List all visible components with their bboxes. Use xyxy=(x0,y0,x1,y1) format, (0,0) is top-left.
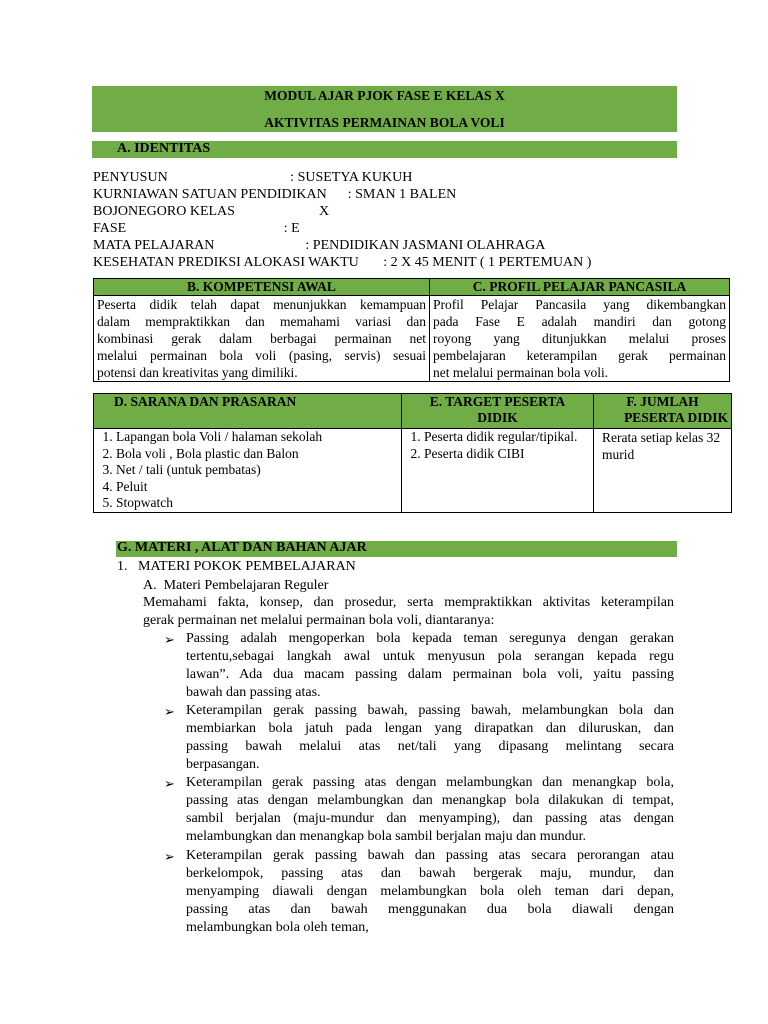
text-line: passing atas dan bawah menggunakan dua bola diawali dengan xyxy=(186,902,674,917)
list-item: 1. Lapangan bola Voli / halaman sekolah xyxy=(116,429,401,446)
materi-bullet xyxy=(186,847,674,937)
text-line: pada Fase E adalah mandiri dan gotong xyxy=(433,314,726,329)
text-line: Profil Pelajar Pancasila yang dikembangkan xyxy=(433,297,726,312)
section-g-heading: G. MATERI , ALAT DAN BAHAN AJAR xyxy=(117,540,367,555)
text-line: lawan”. Ada dua macam passing dalam permainan bola voli, yaitu passing xyxy=(186,667,674,682)
target-header-line: DIDIK xyxy=(477,410,518,425)
list-item: 3. Net / tali (untuk pembatas) xyxy=(116,462,401,479)
jumlah-header-line: PESERTA DIDIK xyxy=(624,410,728,425)
list-item: 4. Peluit xyxy=(116,479,401,496)
profil-pancasila-header: C. PROFIL PELAJAR PANCASILA xyxy=(430,279,730,296)
text-line: Memahami fakta, konsep, dan prosedur, serta mempraktikkan aktivitas keterampilan xyxy=(143,595,674,610)
text-line: melalui permainan bola voli (pasing, servis) sesuai xyxy=(97,348,426,363)
materi-bullet xyxy=(186,630,674,702)
list-item: 1. Peserta didik regular/tipikal. xyxy=(424,429,587,446)
text-line: net melalui permainan bola voli. xyxy=(433,365,609,380)
text-line: Passing adalah mengoperkan bola kepada teman seregunya dengan gerakan xyxy=(186,631,674,646)
materi-bullet xyxy=(186,702,674,774)
list-item: 5. Stopwatch xyxy=(116,495,401,512)
identitas-line: MATA PELAJARAN : PENDIDIKAN JASMANI OLAHRAGA xyxy=(93,238,546,253)
sarana-cell xyxy=(94,429,402,513)
identitas-line: PENYUSUN : SUSETYA KUKUH xyxy=(93,170,413,185)
text-line: passing atas dengan melambungkan dan menangkap bola dilakukan di tempat, xyxy=(186,793,674,808)
text-line: sambil berjalan (maju-mundur dan menyamping), dan passing atas dengan xyxy=(186,811,674,826)
arrow-bullet-icon: ➢ xyxy=(164,632,175,647)
identitas-line: FASE : E xyxy=(93,221,300,236)
document-subtitle: AKTIVITAS PERMAINAN BOLA VOLI xyxy=(264,115,505,130)
text-line: dalam mempraktikkan dan memahami variasi dan xyxy=(97,314,426,329)
document-title: MODUL AJAR PJOK FASE E KELAS X xyxy=(264,88,505,103)
text-line: royong yang ditunjukkan melalui proses xyxy=(433,331,726,346)
materi-intro xyxy=(143,594,674,630)
target-cell xyxy=(402,429,594,513)
text-line: membiarkan bola jatuh pada lengan yang dirapatkan dan diluruskan, dan xyxy=(186,721,674,736)
text-line: pembelajaran keterampilan gerak permainan xyxy=(433,348,726,363)
text-line: melambungkan dan menangkap bola sambil berjalan maju dan mundur. xyxy=(186,829,587,844)
jumlah-cell: Rerata setiap kelas 32 murid xyxy=(594,429,732,513)
text-line: Peserta didik telah dapat menunjukkan kemampuan xyxy=(97,297,426,312)
text-line: melambungkan bola oleh teman, xyxy=(186,920,369,935)
text-line: menyamping diawali dengan melambungkan bola oleh teman dari depan, xyxy=(186,884,674,899)
jumlah-header-line: F. JUMLAH xyxy=(626,394,699,409)
target-header-line: E. TARGET PESERTA xyxy=(429,394,566,409)
text-line: berkelompok, passing atas dan bawah bergerak maju, mundur, dan xyxy=(186,866,674,881)
arrow-bullet-icon: ➢ xyxy=(164,704,175,719)
kompetensi-awal-header: B. KOMPETENSI AWAL xyxy=(94,279,430,296)
text-line: Keterampilan gerak passing bawah, passing bawah, melambungkan bola dan xyxy=(186,703,674,718)
text-line: berpasangan. xyxy=(186,757,260,772)
kompetensi-profil-table xyxy=(93,278,730,382)
sarana-header-label: D. SARANA DAN PRASARAN xyxy=(114,394,297,409)
materi-item-1: 1. MATERI POKOK PEMBELAJARAN xyxy=(117,559,356,574)
list-item: 2. Peserta didik CIBI xyxy=(424,446,587,463)
sarana-header xyxy=(94,394,402,429)
kompetensi-awal-cell xyxy=(94,296,430,382)
text-line: kombinasi gerak dalam berbagai permainan net xyxy=(97,331,426,346)
identitas-line: KESEHATAN PREDIKSI ALOKASI WAKTU : 2 X 45 MENIT ( 1 PERTEMUAN ) xyxy=(93,255,592,270)
text-line: Keterampilan gerak passing bawah dan passing atas secara perorangan atau xyxy=(186,848,674,863)
identitas-line: BOJONEGORO KELAS X xyxy=(93,204,330,219)
jumlah-header xyxy=(594,394,732,429)
arrow-bullet-icon: ➢ xyxy=(164,776,175,791)
section-a-heading: A. IDENTITAS xyxy=(117,141,211,156)
materi-sub-a: A. Materi Pembelajaran Reguler xyxy=(143,578,329,593)
target-header xyxy=(402,394,594,429)
list-item: 2. Bola voli , Bola plastic dan Balon xyxy=(116,446,401,463)
sarana-target-jumlah-table xyxy=(93,393,732,513)
identitas-line: KURNIAWAN SATUAN PENDIDIKAN : SMAN 1 BALEN xyxy=(93,187,457,202)
profil-pancasila-cell xyxy=(430,296,730,382)
text-line: tertentu,sebagai langkah awal untuk menyusun pola serangan kepada regu xyxy=(186,649,674,664)
text-line: bawah dan passing atas. xyxy=(186,685,321,700)
text-line: potensi dan kreativitas yang dimiliki. xyxy=(97,365,298,380)
materi-bullet xyxy=(186,774,674,846)
identitas-block xyxy=(93,169,591,271)
text-line: Keterampilan gerak passing atas dengan melambungkan dan menangkap bola, xyxy=(186,775,674,790)
text-line: gerak permainan net melalui permainan bola voli, diantaranya: xyxy=(143,613,495,628)
text-line: passing bawah melalui atas net/tali yang dipasang melintang secara xyxy=(186,739,674,754)
arrow-bullet-icon: ➢ xyxy=(164,849,175,864)
